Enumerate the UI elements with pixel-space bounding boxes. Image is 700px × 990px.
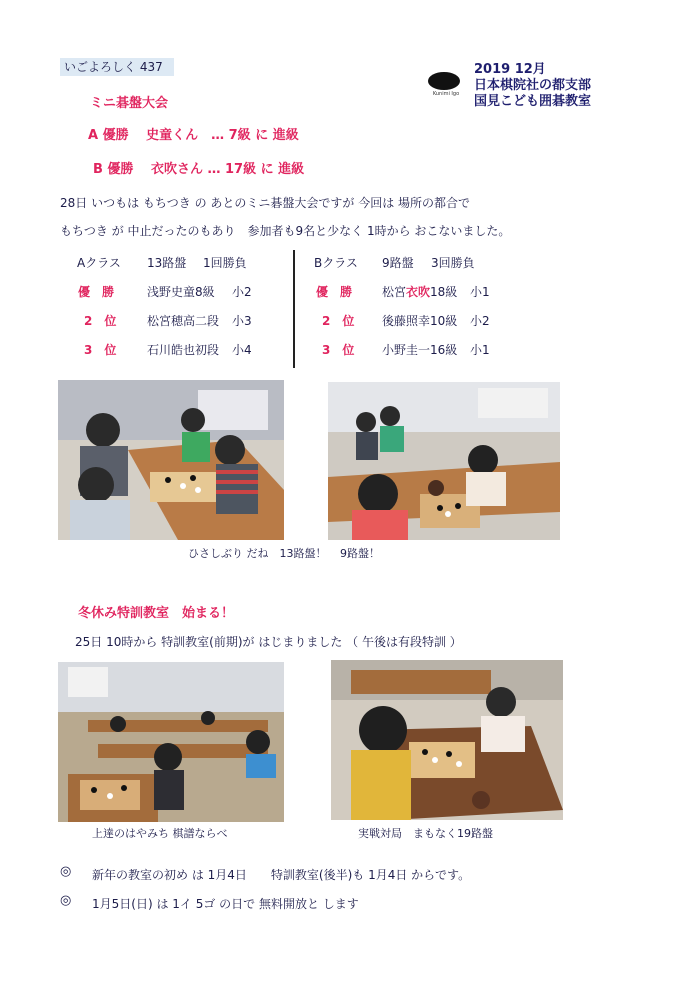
header-org-1: 日本棋院社の都支部 bbox=[474, 78, 592, 93]
class-a-rank-3: 3 位 bbox=[84, 343, 117, 357]
class-b-player-1-surname: 松宮 bbox=[382, 285, 407, 299]
class-b-grade-3: 小1 bbox=[470, 343, 490, 357]
go-stone-logo-icon bbox=[426, 70, 462, 100]
class-a-grade-2: 小3 bbox=[232, 314, 252, 328]
caption-photo-3: 上達のはやみち 棋譜ならべ bbox=[92, 827, 228, 840]
section1-title: ミニ碁盤大会 bbox=[90, 96, 169, 111]
winner-a-line: A 優勝 史童くん … 7級 に 進級 bbox=[88, 128, 299, 143]
class-a-player-1: 浅野史童8級 bbox=[147, 285, 215, 299]
photo-training-game bbox=[331, 660, 563, 820]
class-b-player-1 bbox=[382, 283, 457, 300]
notice-2: 1月5日(日) は 1イ 5ゴ の日で 無料開放と します bbox=[92, 897, 359, 911]
black-stone-shape bbox=[428, 72, 460, 90]
class-a-grade-1: 小2 bbox=[232, 285, 252, 299]
section2-title: 冬休み特訓教室 始まる！ bbox=[78, 606, 235, 621]
notice-bullet-1: ◎ bbox=[60, 864, 72, 879]
class-b-grade-1: 小1 bbox=[470, 285, 490, 299]
class-a-rank-2: 2 位 bbox=[84, 314, 117, 328]
section1-paragraph-2: もちつき が 中止だったのもあり 参加者も9名と少なく 1時から おこないました。 bbox=[60, 224, 511, 238]
class-a-rank-1: 優 勝 bbox=[78, 285, 115, 299]
class-a-grade-3: 小4 bbox=[232, 343, 252, 357]
class-b-player-1-given-name: 衣吹 bbox=[406, 285, 431, 299]
class-b-rank-1: 優 勝 bbox=[316, 285, 353, 299]
class-b-grade-2: 小2 bbox=[470, 314, 490, 328]
class-b-rank-3: 3 位 bbox=[322, 343, 355, 357]
photo-mini-tournament-9x9 bbox=[328, 382, 560, 540]
logo-caption: Kunimi Igo bbox=[432, 91, 460, 97]
class-a-name: Aクラス bbox=[77, 256, 121, 270]
caption-photo-4: 実戦対局 まもなく19路盤 bbox=[358, 827, 493, 840]
section2-paragraph: 25日 10時から 特訓教室(前期)が はじまりました （ 午後は有段特訓 ） bbox=[75, 635, 462, 649]
class-b-player-2: 後藤照幸10級 bbox=[382, 314, 458, 328]
winner-b-line: B 優勝 衣吹さん … 17級 に 進級 bbox=[93, 162, 305, 177]
class-a-player-2: 松宮穂高二段 bbox=[147, 314, 220, 328]
caption-photo-2: 9路盤！ bbox=[340, 547, 380, 560]
class-a-format: 1回勝負 bbox=[203, 256, 247, 270]
table-divider bbox=[293, 250, 295, 368]
class-a-player-3: 石川皓也初段 bbox=[147, 343, 220, 357]
class-b-rank-2: 2 位 bbox=[322, 314, 355, 328]
notice-bullet-2: ◎ bbox=[60, 893, 72, 908]
notice-1: 新年の教室の初め は 1月4日 特訓教室(後半)も 1月4日 からです。 bbox=[92, 868, 471, 882]
caption-photo-1: ひさしぶり だね 13路盤！ bbox=[188, 547, 327, 560]
photo-training-kifu bbox=[58, 662, 284, 822]
class-b-player-1-level: 18級 bbox=[430, 285, 458, 299]
header-org-2: 国見こども囲碁教室 bbox=[474, 94, 592, 109]
class-a-board: 13路盤 bbox=[147, 256, 187, 270]
class-b-name: Bクラス bbox=[314, 256, 358, 270]
photo-mini-tournament-13x13 bbox=[58, 380, 284, 540]
class-b-format: 3回勝負 bbox=[431, 256, 475, 270]
class-b-player-3: 小野圭一16級 bbox=[382, 343, 458, 357]
section1-paragraph-1: 28日 いつもは もちつき の あとのミニ碁盤大会ですが 今回は 場所の都合で bbox=[60, 196, 471, 210]
header-date: 2019 12月 bbox=[474, 62, 546, 77]
series-label: いごよろしく 437 bbox=[60, 58, 174, 76]
class-b-board: 9路盤 bbox=[382, 256, 414, 270]
